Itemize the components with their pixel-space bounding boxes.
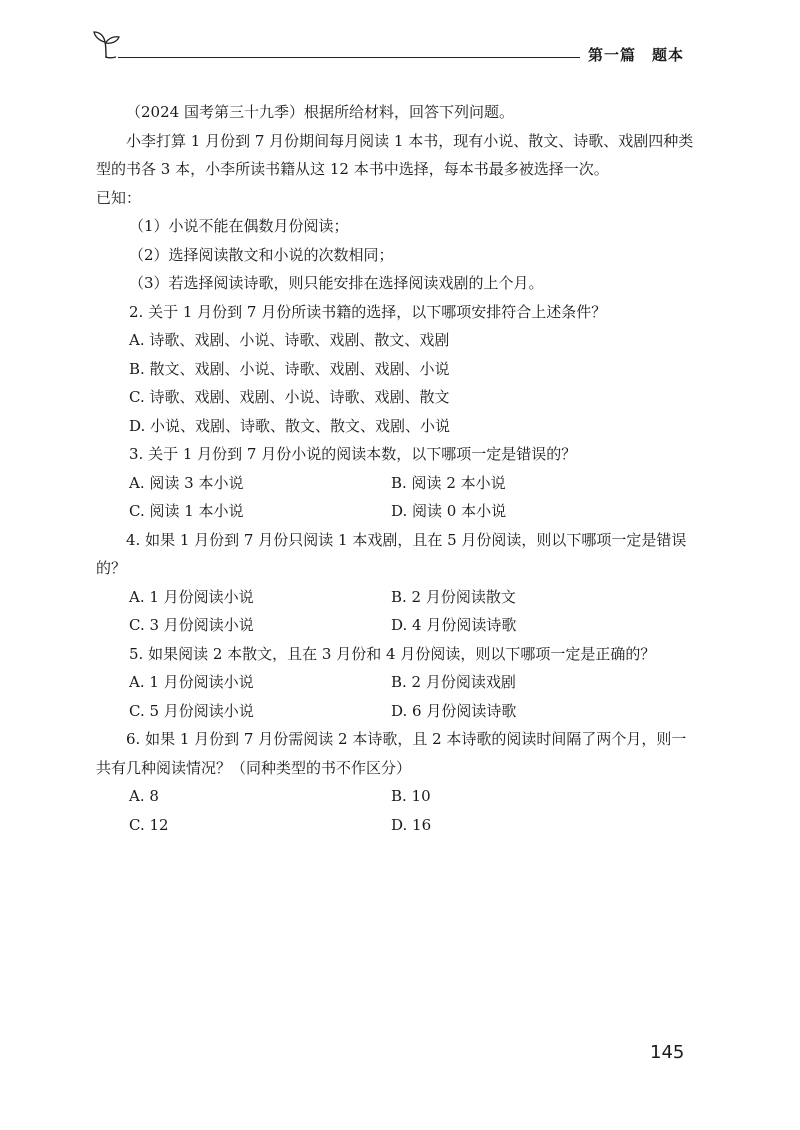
option-4d: D. 4 月份阅读诗歌 [391,616,517,634]
option-2b: B. 散文、戏剧、小说、诗歌、戏剧、戏剧、小说 [129,359,450,378]
option-2c: C. 诗歌、戏剧、戏剧、小说、诗歌、戏剧、散文 [129,388,450,406]
option-2d: D. 小说、戏剧、诗歌、散文、散文、戏剧、小说 [129,416,451,435]
option-3b: B. 阅读 2 本小说 [391,473,506,492]
option-4a: A. 1 月份阅读小说 [129,587,254,606]
known-label: 已知： [96,188,142,207]
option-6b: B. 10 [391,787,431,805]
option-4c: C. 3 月份阅读小说 [129,616,254,634]
page-number: 145 [650,1042,685,1063]
option-4b: B. 2 月份阅读散文 [391,587,516,606]
option-5b: B. 2 月份阅读戏剧 [391,673,516,691]
question-stem-2: 2. 关于 1 月份到 7 月份所读书籍的选择，以下哪项安排符合上述条件？ [129,302,607,321]
condition-3: （3）若选择阅读诗歌，则只能安排在选择阅读戏剧的上个月。 [129,274,544,292]
options-row-5cd [96,697,696,726]
condition-2: （2）选择阅读散文和小说的次数相同； [129,245,394,264]
option-6a: A. 8 [129,787,159,805]
question-stem-3: 3. 关于 1 月份到 7 月份小说的阅读本数，以下哪项一定是错误的？ [129,445,577,463]
page-content [96,98,696,839]
option-3a: A. 阅读 3 本小说 [129,473,244,492]
options-row-4ab [96,583,696,612]
option-2a: A. 诗歌、戏剧、小说、诗歌、戏剧、散文、戏剧 [129,331,450,349]
option-6d: D. 16 [391,815,432,834]
options-row-3cd [96,497,696,526]
option-5d: D. 6 月份阅读诗歌 [391,701,517,720]
intro-line: （2024 国考第三十九季）根据所给材料，回答下列问题。 [126,103,514,121]
question-stem-5: 5. 如果阅读 2 本散文，且在 3 月份和 4 月份阅读，则以下哪项一定是正确的？ [129,644,656,663]
options-row-5ab [96,668,696,697]
options-row-6cd [96,811,696,840]
option-6c: C. 12 [129,815,169,834]
question-stem-4: 4. 如果 1 月份到 7 月份只阅读 1 本戏剧，且在 5 月份阅读，则以下哪项一定是错误的？ [96,530,687,577]
options-row-6ab [96,782,696,811]
section-title: 第一篇 题本 [588,46,685,64]
question-stem-6: 6. 如果 1 月份到 7 月份需阅读 2 本诗歌，且 2 本诗歌的阅读时间隔了两个月，则一共有几种阅读情况？（同种类型的书不作区分） [96,730,687,777]
option-5c: C. 5 月份阅读小说 [129,701,254,720]
sprout-icon [90,28,122,60]
condition-1: （1）小说不能在偶数月份阅读； [129,217,349,235]
option-3d: D. 阅读 0 本小说 [391,502,507,520]
options-row-4cd [96,611,696,640]
material-paragraph: 小李打算 1 月份到 7 月份期间每月阅读 1 本书，现有小说、散文、诗歌、戏剧四种类型的书各 3 本，小李所读书籍从这 12 本书中选择，每本书最多被选择一次。 [96,131,694,178]
option-3c: C. 阅读 1 本小说 [129,502,244,520]
option-5a: A. 1 月份阅读小说 [129,673,254,691]
header-rule [118,57,580,58]
options-row-3ab [96,469,696,498]
